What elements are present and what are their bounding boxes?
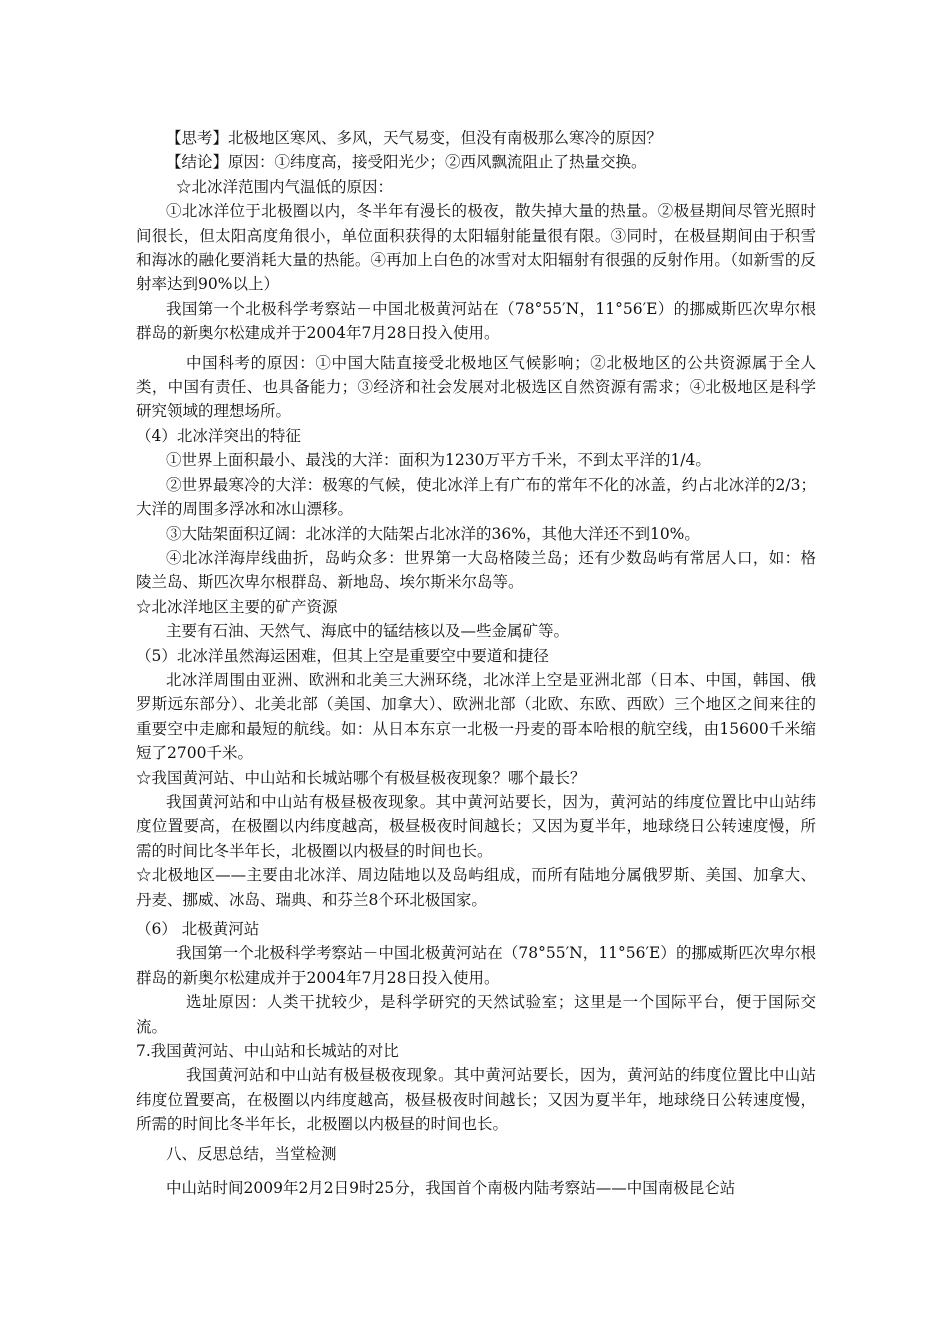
think-question: 【思考】北极地区寒风、多风，天气易变，但没有南极那么寒冷的原因？ bbox=[166, 129, 663, 147]
conclusion: 【结论】原因：①纬度高，接受阳光少；②西风飘流阻止了热量交换。 bbox=[166, 153, 647, 172]
heading-mineral-resources: ☆北冰洋地区主要的矿产资源 bbox=[136, 597, 338, 616]
paragraph-air-routes: 北冰洋周围由亚洲、欧洲和北美三大洲环绕，北冰洋上空是亚洲北部（日本、中国，韩国、俄罗斯远东部分）、北美北部（美国、加拿大）、欧洲北部（北欧、东欧、西欧）三个地区之间来往的重要空中走廊和最短的航线。如：从日本东京一北极一丹麦的哥本哈根的航空线，由15600千米缩短了2700千米。 bbox=[136, 670, 816, 763]
heading-7-station-comparison: 7.我国黄河站、中山站和长城站的对比 bbox=[136, 1042, 399, 1061]
heading-5-air-routes: （5）北冰洋虽然海运困难，但其上空是重要空中要道和捷径 bbox=[136, 646, 549, 665]
paragraph-polar-day-answer: 我国黄河站和中山站有极昼极夜现象。其中黄河站要长，因为，黄河站的纬度位置比中山站纬度位置要高，在极圈以内纬度越高，极昼极夜时间越长；又因为夏半年，地球绕日公转速度慢，所需的时间比冬半年长，北极圈以内极昼的时间也长。 bbox=[136, 792, 816, 860]
paragraph-arctic-region: ☆北极地区——主要由北冰洋、周边陆地以及岛屿组成，而所有陆地分属俄罗斯、美国、加拿大、丹麦、挪威、冰岛、瑞典、和芬兰8个环北极国家。 bbox=[136, 866, 816, 909]
paragraph-zhongshan-time: 中山站时间2009年2月2日9时25分，我国首个南极内陆考察站——中国南极昆仑站 bbox=[166, 1179, 736, 1198]
paragraph-station-comparison: 我国黄河站和中山站有极昼极夜现象。其中黄河站要长，因为，黄河站的纬度位置比中山站纬度位置要高，在极圈以内纬度越高，极昼极夜时间越长；又因为夏半年，地球绕日公转速度慢，所需的时间比冬半年长，北极圈以内极昼的时间也长。 bbox=[136, 1066, 816, 1134]
paragraph-yellow-river-station: 我国第一个北极科学考察站－中国北极黄河站在（78°55′N，11°56′E）的挪威斯匹次卑尔根群岛的新奥尔松建成并于2004年7月28日投入使用。 bbox=[136, 299, 816, 343]
paragraph-minerals: 主要有石油、天然气、海底中的锰结核以及—些金属矿等。 bbox=[166, 622, 570, 641]
feature-2: ②世界最寒冷的大洋：极寒的气候，使北冰洋上有广布的常年不化的冰盖，约占北冰洋的2/3；大洋的周围多浮冰和冰山漂移。 bbox=[136, 475, 816, 519]
paragraph-station-established: 我国第一个北极科学考察站－中国北极黄河站在（78°55′N，11°56′E）的挪威斯匹次卑尔根群岛的新奥尔松建成并于2004年7月28日投入使用。 bbox=[136, 944, 816, 987]
heading-4-features: （4）北冰洋突出的特征 bbox=[136, 426, 301, 445]
feature-4: ④北冰洋海岸线曲折，岛屿众多：世界第一大岛格陵兰岛；还有少数岛屿有常居人口，如：格陵兰岛、斯匹次卑尔根群岛、新地岛、埃尔斯米尔岛等。 bbox=[136, 548, 816, 592]
section-heading-cold-reasons: ☆北冰洋范围内气温低的原因： bbox=[176, 177, 394, 196]
paragraph-cold-reasons: ①北冰洋位于北极圈以内，冬半年有漫长的极夜，散失掉大量的热量。②极昼期间尽管光照时间很长，但太阳高度角很小，单位面积获得的太阳辐射能量很有限。③同时，在极昼期间由于积雪和海冰的融化要消耗大量的热能。④再加上白色的冰雪对太阳辐射有很强的反射作用。（如新雪的反射率达到90%以上） bbox=[136, 202, 816, 294]
paragraph-site-selection: 选址原因：人类干扰较少，是科学研究的天然试验室；这里是一个国际平台，便于国际交流。 bbox=[136, 993, 816, 1036]
heading-polar-day-question: ☆我国黄河站、中山站和长城站哪个有极昼极夜现象？哪个最长？ bbox=[136, 768, 586, 787]
document-body bbox=[136, 126, 816, 1200]
feature-3: ③大陆架面积辽阔：北冰洋的大陆架占北冰洋的36%，其他大洋还不到10%。 bbox=[166, 524, 700, 543]
paragraph-research-reasons: 中国科考的原因：①中国大陆直接受北极地区气候影响；②北极地区的公共资源属于全人类，中国有责任、也具备能力；③经济和社会发展对北极选区自然资源有需求；④北极地区是科学研究领域的理想场所。 bbox=[136, 353, 816, 421]
heading-6-yellow-river-station: （6） 北极黄河站 bbox=[136, 920, 260, 938]
feature-1: ①世界上面积最小、最浅的大洋：面积为1230万平方千米，不到太平洋的1/4。 bbox=[166, 451, 711, 470]
heading-8-reflection: 八、反思总结，当堂检测 bbox=[166, 1144, 337, 1163]
